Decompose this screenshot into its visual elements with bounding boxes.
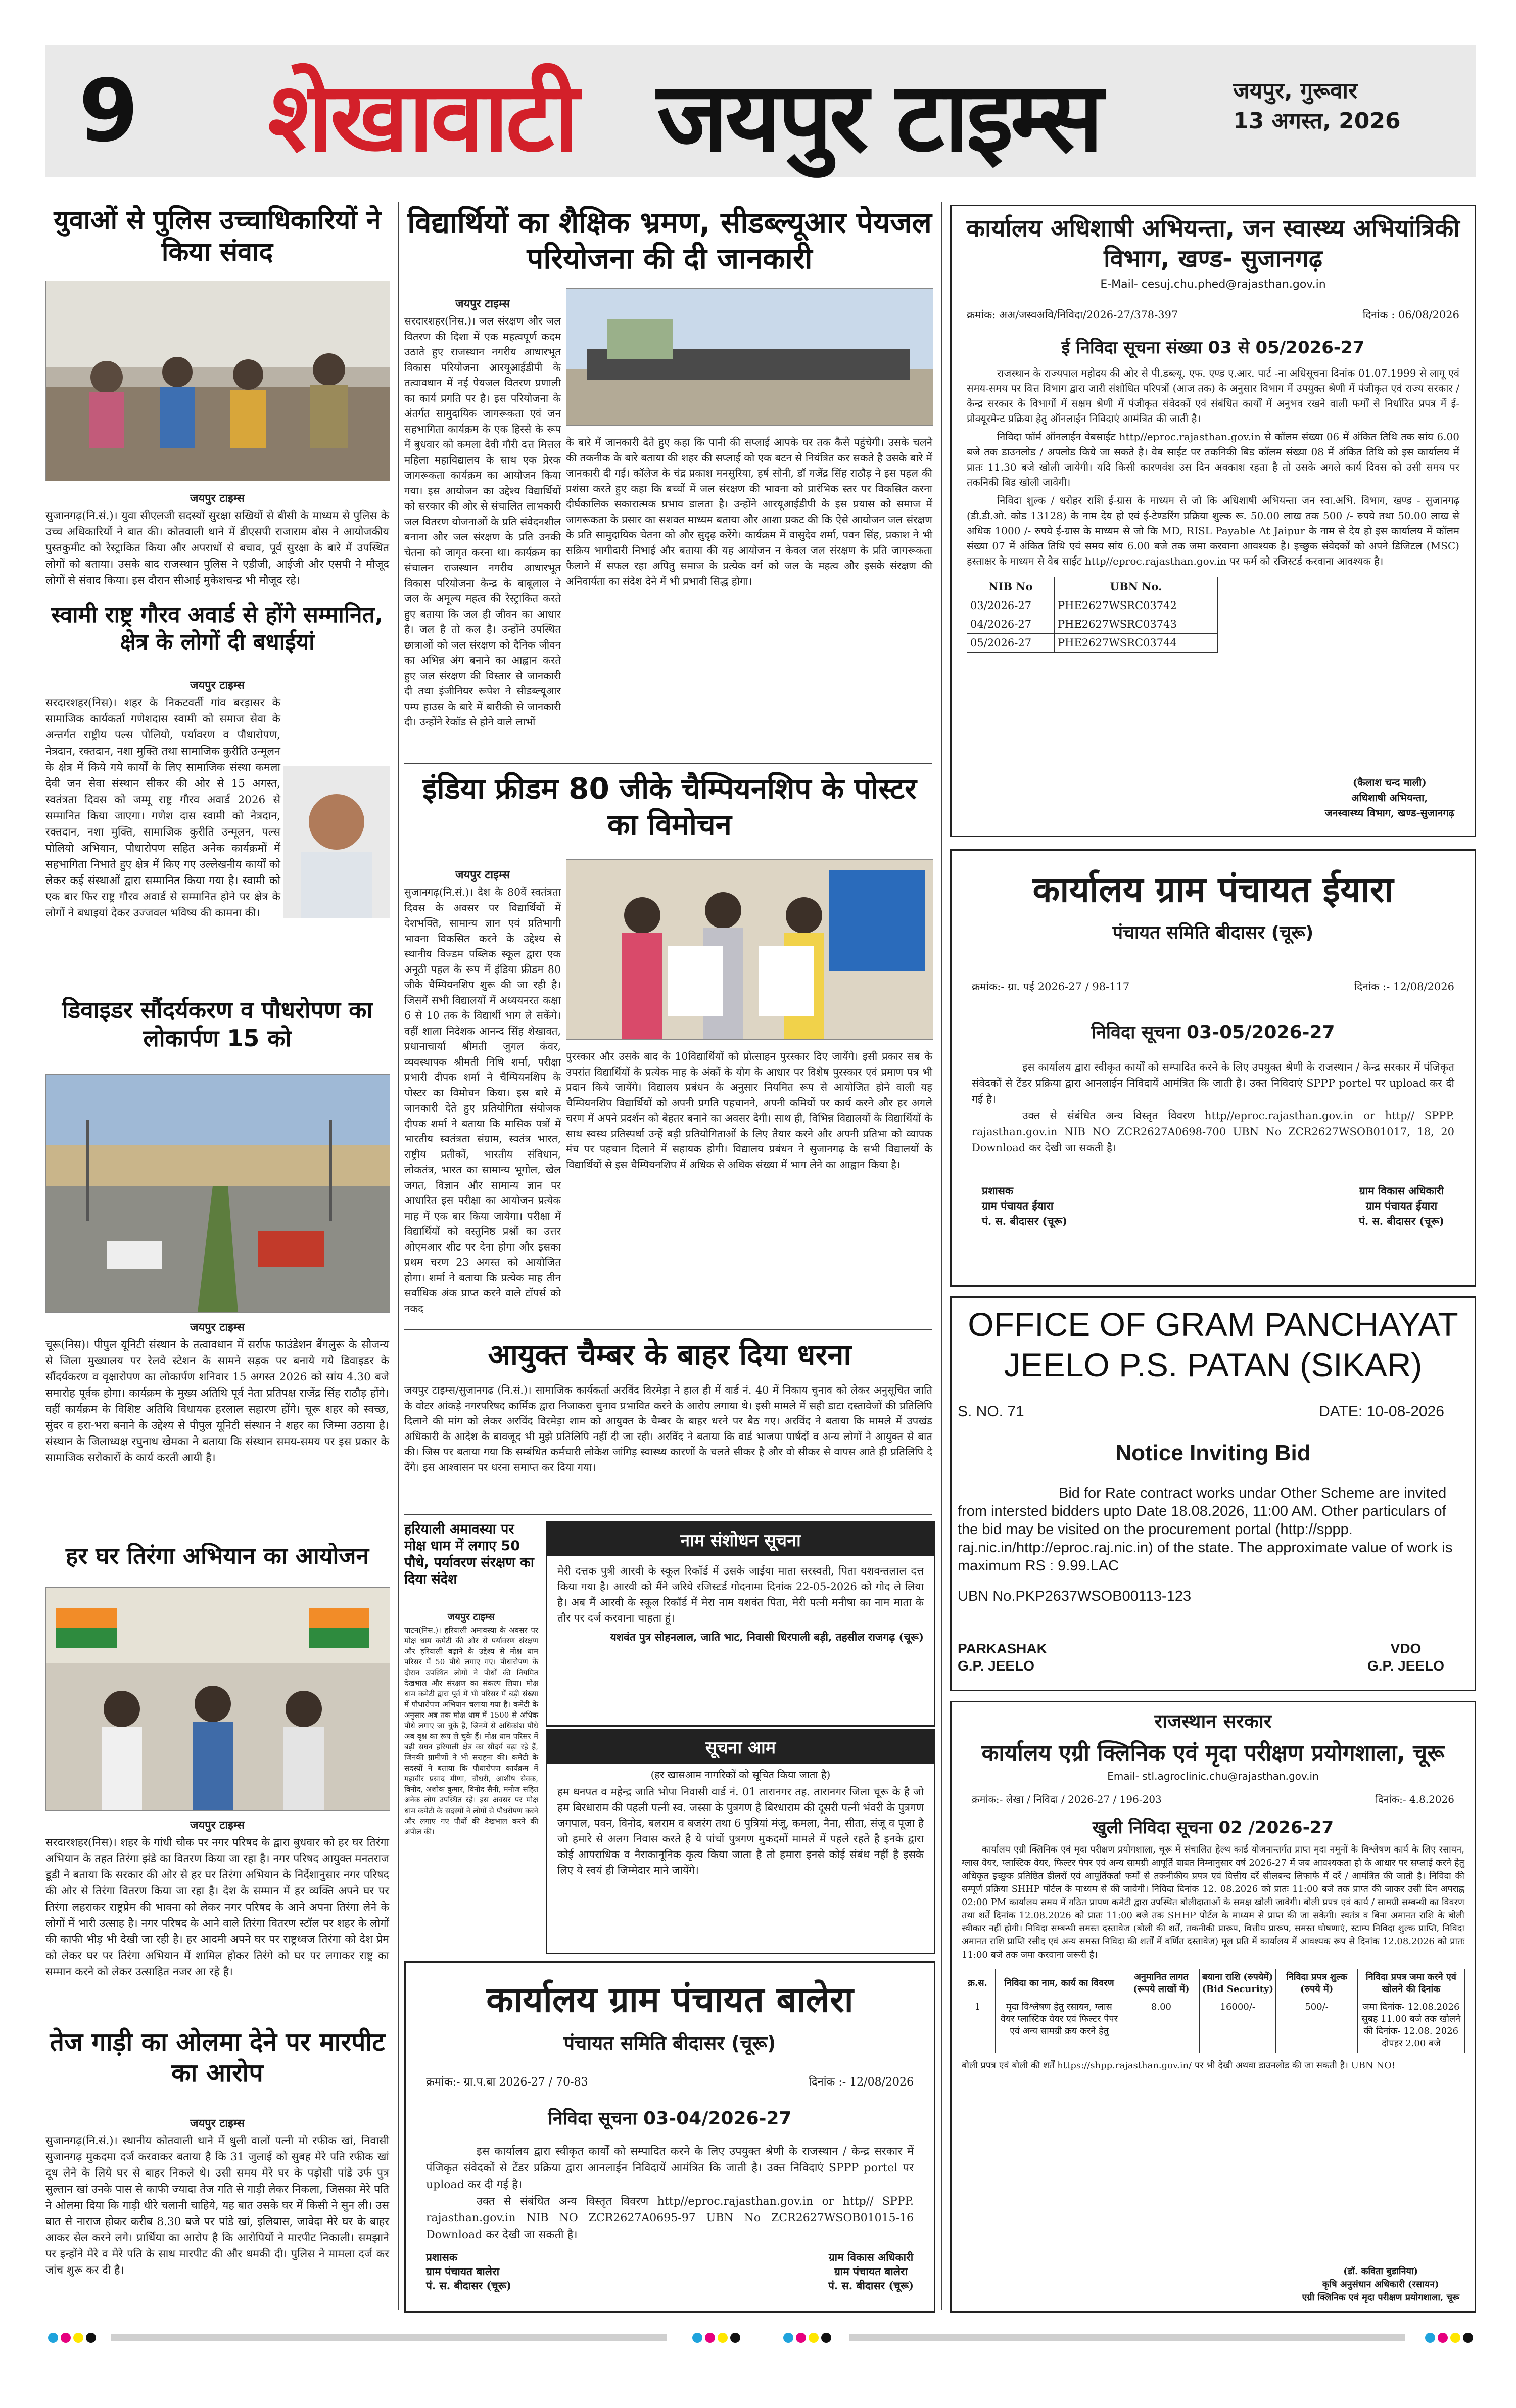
phed-cell: PHE2627WSRC03744 [1055, 634, 1218, 653]
sign-line: PARKASHAK [958, 1641, 1047, 1656]
sign-line: ग्राम पंचायत बालेरा [834, 2265, 908, 2278]
eyara-sign-left [982, 1183, 1067, 1229]
sign-line: पं. स. बीदासर (चूरू) [828, 2279, 914, 2292]
story-freedom80-a [404, 885, 561, 1316]
masthead-date-text: 13 अगस्त, 2026 [1233, 108, 1401, 134]
headline-moksh-dham: हरियाली अमावस्या पर मोक्ष धाम में लगाए 50 पौधे, पर्यावरण संरक्षण का दिया संदेश [404, 1521, 534, 1587]
lab-para: कार्यालय एग्री क्लिनिक एवं मृदा परीक्षण प्रयोगशाला, चूरू में संचालित हेल्थ कार्ड योजनान्तर्गत प्राप्त मृदा नमूनों के विश्लेषण कार्य के लिए रसायन, ग्लास वेयर, प्लास्टिक वेयर, फिल्टर पेपर एवं अन्य सामग्री आपूर्ति बाबत निम्नानुसार वर्ष 2026-27 में जब आवश्यकता हो के आधार पर सप्लाई करने हेतु अधिकृत इच्छुक प्रतिष्ठित डीलरों एवं आपूर्तिकर्ता फर्मों से तकनीकीय प्रपत्र एवं वित्तीय दरें सीलबन्द लिफाफे में दरें / आमंत्रित की जाती है। निविदा की सम्पूर्ण प्रक्रिया SHHP पोर्टल के माध्यम से की जावेगी। निविदा दिनांक 12. 08.2026 को प्रातः 11:00 बजे तक प्राप्त की जाकर उसी दिन अपराह्न 02:00 PM कार्यालय समय में गठित प्रापण कमेटी द्वारा उपस्थित बोलीदाताओं के समक्ष खोली जावेगी। बोली प्रपत्र एवं कार्य / सामग्री सम्बन्धी का विवरण तथा शर्ते दिनांक 12.08.2026 को प्रातः 11:00 बजे तक SHHP पोर्टल के माध्यम से प्राप्त की जा सकेगी। स्वतंत्र व बिना अमानत राशि के बोली स्वीकार नहीं होगी। निविदा सम्बन्धी समस्त दस्तावेज (बोली की शर्तें, तकनीकी प्रारूप, वित्तीय प्रारूप, समस्त घोषणाएं, स्टाम्प निविदा शुल्क प्राप्ति, निविदा अमानत राशि प्राप्ति रसीद एवं अन्य समस्त निविदा की शर्तों में वर्णित दस्तावेज) मूल प्रति में कार्यालय में आवश्यक रूप से दिनांक 12.08.2026 को प्रातः 11:00 बजे तक जमा करवाना जरूरी है। [962, 1844, 1464, 1960]
byline: जयपुर टाइम्स [455, 298, 510, 310]
name-change-title: नाम संशोधन सूचना [547, 1523, 934, 1556]
eyara-sign-right [1359, 1183, 1444, 1229]
name-change-notice [546, 1521, 935, 1727]
story-moksh-dham: पाटन(निस.)। हरियाली अमावस्या के अवसर पर मोक्ष धाम कमेटी की ओर से पर्यावरण संरक्षण और हरियाली बढ़ाने के उद्देश्य से मोक्ष धाम परिसर में 50 पौधे लगाए गए। पौधारोपण के दौरान उपस्थित लोगों ने पौधों की नियमित देखभाल और संरक्षण का संकल्प लिया। मोक्ष धाम कमेटी द्वारा पूर्व में भी परिसर में बड़ी संख्या में पौधारोपण अभियान चलाया गया है। कमेटी के अनुसार अब तक मोक्ष धाम में 1500 से अधिक पौधे लगाए जा चुके हैं, जिनमें से अधिकांश पौधे अब वृक्ष का रूप ले चुके हैं। मोक्ष धाम परिसर में बढ़ी सघन हरियाली क्षेत्र का सौंदर्य बढ़ा रहे हैं, जिनकी ग्रामीणों ने भी सराहना की। कमेटी के सदस्यों ने बताया कि पौधारोपण कार्यक्रम में महावीर प्रसाद मीणा, चौधरी, आशीष सेवक, विनोद, अशोक कुमार, विनोद सैनी, मनोज सहित अनेक लोग उपस्थित रहे। इस अवसर पर मोक्ष धाम कमेटी के सदस्यों ने लोगों से पौधरोपण करने और लगाए गए पौधों की देखभाल करने की अपील की। [404, 1626, 538, 1836]
phed-date: दिनांक : 06/08/2026 [1362, 309, 1459, 321]
story-dharna: जयपुर टाइम्स/सुजानगढ (नि.सं.)। सामाजिक कार्यकर्ता अरविंद विरमेड़ा ने हाल ही में वार्ड नं. 40 में निकाय चुनाव को लेकर अनुसूचित जाति के वोटर आंकड़े नगरपरिषद कार्मिक द्वारा निजाकरा चुनाव प्रभावित करने के आरोप लगाया थे। इसी मामले में सही डाटा दस्तावेजों की प्रतिलिपि दिलाने की मांग को लेकर अरविंद विरमेड़ा शाम को आयुक्त के चैम्बर के बाहर धरने पर बैठ गए। अरविंद ने बताया कि मामले में उपखंड अधिकारी के आदेश के बावजूद भी मुझे प्रतिलिपि नहीं दी जा रही। अरविंद ने बताया कि वार्ड भाजपा पार्षदों व अन्य लोगों ने आयुक्त से बात की। जिस पर बताया गया कि सम्बंधित कर्मचारी लोकेश जांगिड़ स्वास्थ्य कारणों के चलते सीकर है और वो सीकर से वापस आते ही प्रतिलिपि दे देंगे। इस आश्वासन पर धरना समाप्त कर दिया गया। [404, 1384, 932, 1473]
sign-line: कृषि अनुसंधान अधिकारी (रसायन) [1322, 2279, 1439, 2290]
lab-ref: क्रमांक:- लेखा / निविदा / 2026-27 / 196-203 [972, 1793, 1162, 1805]
lab-sign [1302, 2265, 1459, 2304]
balera-body2: उक्त से संबंधित अन्य विस्तृत विवरण http//eproc.rajasthan.gov.in or http// SPPP. rajasthan.gov.in NIB NO ZCR2627A0695-97 UBN No ZCR2627WSOB01015-16 Download कर देखी जा सकती है। [426, 2195, 914, 2241]
lab-cell: मृदा विश्लेषण हेतु रसायन, ग्लास वेयर प्लास्टिक वेयर एवं फिल्टर पेपर एवं अन्य सामग्री क्रय करने हेतु [996, 1998, 1123, 2053]
public-notice-body: हम धनपत व महेन्द्र जाति भोपा निवासी वार्ड नं. 01 तारानगर तह. तारानगर जिला चूरू के है जो हम बिरधाराम की पहली पत्नी स्व. जस्सा के पुत्रगण है बिरधाराम की दूसरी पत्नी भंवरी के पुत्रगण जगपाल, पवन, विनोद, बलराम व बजरंग तथा 6 पुत्रियां मंजू, कमला, नैना, सीता, संजू व पूजा है जो हमारे से अलग निवास करते है ये पांचों पुत्रगण मुकदमों मामले में पहले रहते है इनके द्वारा कोई आपराधिक व नैराकानूनिक कृत्य किया जाता है तो हमारा इनसे कोई संबंध नहीं है इसके लिए ये स्वयं ही जिम्मेदार माने जायेंगे। [557, 1786, 924, 1876]
sign-line: (कैलाश चन्द माली) [1352, 776, 1427, 789]
sign-line: (डॉ. कविता बुडानिया) [1343, 2266, 1418, 2277]
masthead-city-day: जयपुर, गुरूवार [1233, 78, 1358, 104]
headline-swami-award: स्वामी राष्ट्र गौरव अवार्ड से होंगे सम्मानित, क्षेत्र के लोगों दी बधाईयां [51, 602, 384, 655]
phed-cell: PHE2627WSRC03742 [1055, 596, 1218, 615]
name-change-body: मेरी दत्तक पुत्री आरवी के स्कूल रिकॉर्ड में उसके जाईया माता सरस्वती, पिता यशवन्तलाल दत्त किया गया है। आरवी को मैंने जरिये रजिस्टर्ड गोदनामा दिनांक 22-05-2026 को गोद ले लिया है। अब मैं आरवी के स्कूल रिकॉर्ड में मेरा नाम यशवंत पिता, मेरी पत्नी मनीषा का नाम माता के तौर पर दर्ज करवाना चाहता हूं। [557, 1565, 924, 1624]
phed-para1: राजस्थान के राज्यपाल महोदय की ओर से पी.डब्ल्यू. एफ. एण्ड ए.आर. पार्ट -ना अधिसूचना दिनांक 01.07.1999 से लागू एवं समय-समय पर वित्त विभाग द्वारा जारी संशोधित परिपत्रों (आज तक) के अनुसार विभाग में उपयुक्त श्रेणी में पंजीकृत एवं राज्य सरकार / केन्द्र सरकार के विभागों में सक्षम श्रेणी में पंजीकृत संवेदकों एवं संबंधित कार्यों में अनुभव रखने वाली फर्मों से निर्धारित प्रपत्र में ई-प्रोक्यूरमेन्ट प्रक्रिया हेतु ऑनलाईन निविदाएं आमंत्रित की जाती है। [967, 367, 1459, 425]
balera-title: कार्यालय ग्राम पंचायत बालेरा [486, 1979, 854, 2020]
balera-sub: पंचायत समिति बीदासर (चूरू) [563, 2032, 776, 2054]
public-notice-sub: (हर खासआम नागरिकों को सूचित किया जाता है) [650, 1769, 831, 1781]
public-notice [546, 1729, 935, 1954]
sign-line: ग्राम विकास अधिकारी [828, 2251, 914, 2263]
phed-title: कार्यालय अधिशाषी अभियन्ता, जन स्वास्थ्य अभियांत्रिकी विभाग, खण्ड- सुजानगढ़ [966, 214, 1460, 273]
eyara-body: इस कार्यालय द्वारा स्वीकृत कार्यों को सम्पादित करने के लिए उपयुक्त श्रेणी के राजस्थान / केन्द्र सरकार में पंजिकृत संवेदकों से टेंडर प्रक्रिया द्वारा आनलाईन निविदायें आमंत्रित कि जाती है। उक्त निविदाएं SPPP portel पर upload कर दी गई है। [972, 1061, 1454, 1105]
lab-email: Email- stl.agroclinic.chu@rajasthan.gov.in [1107, 1770, 1319, 1782]
jeelo-title-1: OFFICE OF GRAM PANCHAYAT [968, 1306, 1458, 1343]
lab-th: बयाना राशि (रुपयेमें) (Bid Security) [1200, 1969, 1276, 1998]
photo-tiranga-distribution [45, 1587, 390, 1811]
lab-cell: 1 [960, 1998, 996, 2053]
phed-cell: PHE2627WSRC03743 [1055, 615, 1218, 634]
eyara-ref: क्रमांक:- ग्रा. पई 2026-27 / 98-117 [972, 981, 1130, 993]
phed-tender-notice [950, 205, 1476, 837]
lab-tender-notice [950, 1701, 1476, 2313]
eyara-notice-no: निविदा सूचना 03-05/2026-27 [1091, 1022, 1335, 1043]
photo-poster-release [566, 859, 933, 1040]
eyara-date: दिनांक :- 12/08/2026 [1354, 981, 1454, 993]
balera-notice-no: निविदा सूचना 03-04/2026-27 [548, 2108, 792, 2129]
sign-line: प्रशासक [982, 1184, 1013, 1197]
phed-sign [1325, 775, 1454, 820]
headline-divider-beautification: डिवाइडर सौंदर्यकरण व पौधरोपण का लोकार्पण 15 को [62, 996, 373, 1052]
story-freedom80-a-text: सुजानगढ़(नि.सं.)। देश के 80वें स्वतंत्रता दिवस के अवसर पर विद्यार्थियों में देशभक्ति, सामान्य ज्ञान एवं प्रतिभागी भावना विकसित करने के उद्देश्य से स्थानीय विज्डम पब्लिक स्कूल द्वारा एक अनूठी पहल के रूप में इंडिया फ्रीडम 80 जीके चैम्पियनशिप शुरू की जा रही है। जिसमें सभी विद्यालयों में अध्ययनरत कक्षा 6 से 10 तक के विद्यार्थी भाग ले सकेंगे। वहीं शाला निदेशक आनन्द सिंह शेखावत, प्रधानाचार्या श्रीमती जुगल कंवर, व्यवस्थापक श्रीमती निधि शर्मा, परीक्षा प्रभारी दीपक शर्मा ने चैम्पियनशिप के पोस्टर का विमोचन किया। इस बारे में जानकारी देते हुए प्रतियोगिता संयोजक दीपक शर्मा ने बताया कि मासिक पत्रों में भारतीय स्वतंत्रता संग्राम, स्वतंत्र भारत, राष्ट्रीय प्रतीकों, भारतीय संविधान, लोकतंत्र, भारत का सामान्य भूगोल, खेल जगत, विज्ञान और सामान्य ज्ञान पर आधारित इस परीक्षा का आयोजन प्रत्येक माह में एक बार किया जायेगा। परीक्षा में विद्यार्थियों को वस्तुनिष्ठ प्रश्नों का उत्तर ओएमआर शीट पर देना होगा और इसका प्रथम चरण 23 अगस्त को आयोजित होगा। शर्मा ने बताया कि प्रत्येक माह तीन सर्वाधिक अंक प्राप्त करने वाले टॉपर्स को नकद [404, 886, 561, 1315]
sign-line: अधिशाषी अभियन्ता, [1351, 792, 1428, 804]
masthead-date [1233, 76, 1401, 136]
lab-th: निविदा प्रपत्र शुल्क (रुपये में) [1276, 1969, 1357, 1998]
byline: जयपुर टाइम्स [190, 1819, 245, 1832]
lab-th: अनुमानित लागत (रूपये लाखों में) [1123, 1969, 1199, 1998]
headline-students-cwr: विद्यार्थियों का शैक्षिक भ्रमण, सीडब्ल्यूआर पेयजल परियोजना की दी जानकारी [407, 205, 932, 275]
eyara-body2: उक्त से संबंधित अन्य विस्तृत विवरण http//eproc.rajasthan.gov.in or http// SPPP. rajasthan.gov.in NIB NO ZCR2627A0698-700 UBN No ZCR2627WSOB01017, 18, 20 Download कर देखी जा सकती है। [972, 1109, 1454, 1154]
headline-police-dialog: युवाओं से पुलिस उच्चाधिकारियों ने किया संवाद [54, 205, 381, 268]
lab-cell: 16000/- [1200, 1998, 1276, 2053]
story-swami-award [45, 695, 389, 993]
lab-govt: राजस्थान सरकार [1154, 1710, 1272, 1732]
phed-para3: निविदा शुल्क / धरोहर राशि ई-ग्रास के माध्यम से जो कि अधिशाषी अभियन्ता जन स्वा.अभि. विभाग, खण्ड - सुजानगढ़ (डी.डी.ओ. कोड 13128) के नाम देय हो एवं ई-टेण्डरिंग प्रक्रिया शुल्क रू. 50.00 लाख तक 500 /- रुपये तथा 50.00 लाख से अधिक 1000 /- रुपये ई-ग्रास के माध्यम से जो कि MD, RISL Payable At Jaipur के नाम से देय हो इस कार्यालय में कॉलम संख्या 07 में अंकित तिथि एवं समय सांय 6.00 बजे तक जमा करवाना आवश्यक है। इच्छुक संवेदकों को अपने डिजिटल (MSC) हस्ताक्षर के माध्यम से वेब साईट http//eproc.rajasthan.gov.in पर फर्म को रजिस्टर्ड करवाना आवश्यक है। [967, 494, 1459, 567]
headline-tiranga-campaign: हर घर तिरंगा अभियान का आयोजन [65, 1542, 369, 1569]
balera-sign-left [426, 2250, 511, 2293]
story-swami-award-text: सरदारशहर(निस)। शहर के निकटवर्ती गांव बरड़ासर के सामाजिक कार्यकर्ता गणेशदास स्वामी को समाज सेवा के अन्तर्गत राष्ट्रीय पल्स पोलियो, पर्यावरण व पौधारोपण, नेत्रदान, रक्तदान, नशा मुक्ति तथा सामाजिक कुरीति उन्मूलन के क्षेत्र में किये गये कार्यों के लिए सामाजिक संस्था कमला देवी जन सेवा संस्थान सीकर की ओर से 15 अगस्त, स्वतंत्रता दिवस को जम्मू राष्ट्र गौरव अवार्ड 2026 से सम्मानित किया जाएगा। गणेश दास स्वामी को नेत्रदान, रक्तदान, नशा मुक्ति, सामाजिक कुरीति उन्मूलन, पल्स पोलियो अभियान, पौधारोपण सहित अनेक कार्यक्रमों में सहभागिता निभाते हुए क्षेत्र में किए गए उल्लेखनीय कार्यों को लेकर कई संस्थाओं द्वारा सम्मानित किया गया है। स्वामी को एक बार फिर राष्ट्र गौरव अवार्ड से सम्मानित होने पर क्षेत्र के लोगों ने बधाइयां देकर उज्जवल भविष्य की कामना की। [45, 697, 280, 919]
headline-dharna: आयुक्त चैम्बर के बाहर दिया धरना [488, 1337, 851, 1372]
phed-notice-no: ई निविदा सूचना संख्या 03 से 05/2026-27 [1061, 338, 1365, 358]
jeelo-sign-left [958, 1640, 1047, 1675]
lab-cell: जमा दिनांक- 12.08.2026 सुबह 11.00 बजे तक खोलने की दिनांक- 12.08. 2026 दोपहर 2.00 बजे [1357, 1998, 1464, 2053]
story-rule [404, 1329, 932, 1330]
sign-line: ग्राम पंचायत बालेरा [426, 2265, 500, 2278]
sign-line: ग्राम पंचायत ईयारा [1365, 1199, 1438, 1212]
balera-ref: क्रमांक:- ग्रा.प.बा 2026-27 / 70-83 [426, 2076, 588, 2089]
phed-nib-table [967, 577, 1218, 653]
story-students-cwr-a-text: सरदारशहर(निस.)। जल संरक्षण और जल वितरण की दिशा में एक महत्वपूर्ण कदम उठाते हुए राजस्थान नगरीय आधारभूत विकास परियोजना आरयूआईडीपी के तत्वावधान में नई पेयजल वितरण प्रणाली का कार्य प्रगति पर है। इस परियोजना के अंतर्गत सामुदायिक जागरूकता एवं जन सहभागिता कार्यक्रम के एक हिस्से के रूप में बुधवार को कमला देवी गौरी दत्त मित्तल महिला महाविद्यालय के साथ एक प्रेरक जागरूकता कार्यक्रम का आयोजन किया गया। इस आयोजन का उद्देश्य विद्यार्थियों को सरकार की ओर से संचालित लाभकारी जल वितरण योजनाओं के प्रति संवेदनशील बनाना और जल संरक्षण के प्रति उनकी चेतना को जागृत करना था। कार्यक्रम का संचालन राजस्थान नगरीय आधारभूत विकास परियोजना केन्द्र के बाबूलाल ने जल के अमूल्य महत्व की रेस्ट्राकित करते हुए बताया कि जल ही जीवन का आधार है। जल है तो कल है। उन्होंने उपस्थित छात्राओं को जल संरक्षण को दैनिक जीवन का अभिन्न अंग बनाने का आह्वान करते हुए जल संरक्षण की विस्तार से जानकारी दी तथा इंजीनियर रूपेश ने सीडब्ल्यूआर पम्प हाउस के बारे में बारीकी से जानकारी दी। उन्होंने रेकॉड से होने वाले लाभों [404, 315, 561, 728]
lab-title: कार्यालय एग्री क्लिनिक एवं मृदा परीक्षण प्रयोगशाला, चूरू [981, 1740, 1445, 1766]
headline-freedom80: इंडिया फ्रीडम 80 जीके चैम्पियनशिप के पोस्टर का विमोचन [422, 771, 917, 842]
story-rule [404, 763, 932, 764]
phed-ref: क्रमांक: अअ/जस्वअवि/निविदा/2026-27/378-397 [967, 309, 1178, 321]
balera-tender-notice [404, 1961, 935, 2313]
phed-para2: निविदा फॉर्म ऑनलाईन वेबसाईट http//eproc.rajasthan.gov.in से कॉलम संख्या 06 में अंकित तिथि तक सांय 6.00 बजे तक डाउनलोड / अपलोड किये जा सकते है। वेब साईट पर तकनिकी बिड कॉलम संख्या 08 में अंकित तिथि को इस कार्यालय में प्रातः 11.30 बजे खोली जायेगी। यदि किसी कारणवंश उस दिन अवकाश रहता है तो उसके अगले कार्य दिवस को उसी समय पर तकनिकी बिड खोली जावेगी। [967, 431, 1459, 488]
phed-email: E-Mail- cesuj.chu.phed@rajasthan.gov.in [1100, 278, 1326, 291]
sign-line: पं. स. बीदासर (चूरू) [982, 1215, 1068, 1227]
phed-cell: 05/2026-27 [967, 634, 1055, 653]
story-rule [404, 1514, 932, 1515]
eyara-tender-notice [950, 849, 1476, 1287]
lab-notice-no: खुली निविदा सूचना 02 /2026-27 [1092, 1818, 1334, 1838]
sign-line: ग्राम विकास अधिकारी [1359, 1184, 1444, 1197]
lab-date: दिनांक:- 4.8.2026 [1375, 1793, 1454, 1805]
jeelo-sno: S. NO. 71 [958, 1403, 1024, 1420]
jeelo-bid-notice [950, 1296, 1476, 1691]
jeelo-body: Bid for Rate contract works undar Other Scheme are invited from intersted bidders upto Date 18.08.2026, 11:00 AM. Other particulars of the bid may be visited on the procurement portal (http://sppp. raj.nic.in/http://eproc.raj.nic.in) of the state. The approximate value of work is maximum RS : 9.99.LAC [958, 1485, 1453, 1574]
eyara-sub: पंचायत समिति बीदासर (चूरू) [1112, 922, 1314, 943]
byline: जयपुर टाइम्स [190, 2117, 245, 2130]
lab-cell: 500/- [1276, 1998, 1357, 2053]
lab-table [960, 1969, 1465, 2053]
sign-line: VDO [1390, 1641, 1422, 1656]
balera-body: इस कार्यालय द्वारा स्वीकृत कार्यों को सम्पादित करने के लिए उपयुक्त श्रेणी के राजस्थान / केन्द्र सरकार में पंजिकृत संवेदकों से टेंडर प्रक्रिया द्वारा आनलाईन निविदायें आमंत्रित कि जाती है। उक्त निविदाएं SPPP portel पर upload कर दी गई है। [426, 2145, 914, 2191]
phed-cell: 03/2026-27 [967, 596, 1055, 615]
sign-line: पं. स. बीदासर (चूरू) [1358, 1215, 1444, 1227]
story-students-cwr-b: के बारे में जानकारी देते हुए कहा कि पानी की सप्लाई आपके घर तक कैसे पहुंचेगी। उसके चलने की तकनीक के बारे बताया की शहर की सप्लाई को एक बटन से नियंत्रित कर सकते है उसके बारे में जानकारी दी गई। कॉलेज के चंद्र प्रकाश मनसुरिया, हर्ष सोनी, डॉ गजेंद्र सिंह राठौड़ ने इस पहल की प्रशंसा करते हुए कहा कि बच्चों में जल संरक्षण की भावना को प्रारंभिक स्तर पर विकसित करना दीर्घकालिक सकारात्मक प्रभाव डालता है। उन्होंने आरयूआईडीपी के इस प्रयास को समाज में जागरूकता के प्रसार का सशक्त माध्यम बताया और आशा प्रकट की कि ऐसे आयोजन जल संरक्षण के प्रति सामुदायिक चेतना को और सुदृढ़ करेंगे। कार्यक्रम में वासुदेव शर्मा, पवन सिंह, प्रकाश ने भी सक्रिय भागीदारी निभाई और बताया की यह आयोजन न केवल जल संरक्षण के प्रति जागरूकता फैलाने में सफल रहा अपितु समाज के प्रत्येक वर्ग को जल के महत्व और इसके संरक्षण की अनिवार्यता का संदेश देने में भी प्रभावी सिद्ध होगा। [566, 436, 932, 587]
masthead-title-b: जयपुर टाइम्स [657, 62, 1101, 173]
story-divider-beautification: चूरू(निस)। पीपुल यूनिटी संस्थान के तत्वावधान में सर्राफ फाउंडेशन बैंगलुरू के सौजन्य से जिला मुख्यालय पर रेलवे स्टेशन के सामने सड़क पर बनाये गये डिवाइडर के सौंदर्यकरण व वृक्षारोपण का लोकार्पण शनिवार 15 अगस्त 2026 को सांय 4.30 बजे समारोह पूर्वक होगा। कार्यक्रम के मुख्य अतिथि पूर्व नेता प्रतिपक्ष राजेंद्र सिंह राठौड़ होंगे। वहीं कार्यक्रम के विशिष्ट अतिथि विधायक हरलाल सहारण होंगे। चूरू शहर को स्वच्छ, सुंदर व हरा-भरा बनाने के उद्देश्य से पीपुल यूनिटी संस्थान ने शहर का जिम्मा उठाया है। संस्थान के जिलाध्यक्ष रघुनाथ खेमका ने बताया कि संस्थान समय-समय पर इस प्रकार के सामाजिक सरोकारों के कार्य करती आयी है। [45, 1338, 389, 1464]
headline-speeding-assault: तेज गाड़ी का ओलमा देने पर मारपीट का आरोप [50, 2027, 385, 2088]
jeelo-notice-title: Notice Inviting Bid [1115, 1441, 1311, 1465]
balera-sign-right [828, 2250, 914, 2293]
byline: जयपुर टाइम्स [447, 1611, 495, 1623]
sign-line: पं. स. बीदासर (चूरू) [426, 2279, 512, 2292]
masthead-title-a: शेखावाटी [268, 62, 576, 173]
phed-th-ubn: UBN No. [1055, 577, 1218, 596]
phed-th-nib: NIB No [967, 577, 1055, 596]
eyara-title: कार्यालय ग्राम पंचायत ईयारा [1032, 869, 1394, 910]
jeelo-title-2: JEELO P.S. PATAN (SIKAR) [1004, 1346, 1423, 1383]
jeelo-ubn: UBN No.PKP2637WSOB00113-123 [958, 1588, 1192, 1604]
phed-cell: 04/2026-27 [967, 615, 1055, 634]
column-rule [941, 202, 942, 2310]
lab-th: क्र.स. [960, 1969, 996, 1998]
sign-line: जनस्वास्थ्य विभाग, खण्ड-सुजानगढ़ [1324, 807, 1454, 819]
lab-th: निविदा का नाम, कार्य का विवरण [996, 1969, 1123, 1998]
sign-line: G.P. JEELO [958, 1658, 1034, 1674]
byline: जयपुर टाइम्स [190, 1321, 245, 1334]
story-police-dialog: सुजानगढ़(नि.सं.)। युवा सीएलजी सदस्यों सुरक्षा सखियों से बीसी के माध्यम से पुलिस के उच्च अधिकारियों ने बात की। कोतवाली थाने में डीएसपी राजाराम बोस ने आयोजकीय पुस्तकुमीट को रेस्ट्राकित किया और अपराधों से बचाव, पूर्व सुरक्षा के बारे में उपस्थित लोगों को बताया। उसके बाद राजस्थान पुलिस ने एडीजी, आईजी और एसपी ने मौजूद लोगों से संवाद किया। इस दौरान सीआई मुकेशचन्द्र भी मौजूद रहे। [45, 510, 389, 587]
byline: जयपुर टाइम्स [190, 492, 245, 505]
lab-th: निविदा प्रपत्र जमा करने एवं खोलने की दिनांक [1357, 1969, 1464, 1998]
sign-line: ग्राम पंचायत ईयारा [982, 1199, 1054, 1212]
registration-strip [45, 2325, 1476, 2350]
jeelo-sign-right [1367, 1640, 1444, 1675]
story-freedom80-b: पुरस्कार और उसके बाद के 10विद्यार्थियों को प्रोत्साहन पुरस्कार दिए जायेंगे। इसी प्रकार सब के उपरांत विद्यार्थियों के प्रत्येक माह के अंकों के योग के आधार पर विशेष पुरस्कार एवं प्रमाण पत्र भी प्रदान किये जायेंगे। विद्यालय प्रबंधन के अनुसार नियमित रूप से आयोजित होने वाली यह चैम्पियनशिप विद्यार्थियों को अपनी प्रगति पहचानने, अपनी कमियों पर कार्य करने और हर अगले चरण में अपने प्रदर्शन को बेहतर बनाने का अवसर देगी। साथ ही, विभिन्न विद्यालयों के विद्यार्थियों के साथ स्वस्थ प्रतिस्पर्धा उन्हें बड़ी प्रतियोगिताओं के लिए तैयार करने और अपनी प्रतिभा को व्यापक मंच पर पहचान दिलाने में सहायक होगी। विद्यालय प्रबंधन ने सुजानगढ़ के सभी विद्यालयों के विद्यार्थियों से इस चैम्पियनशिप में अधिक से अधिक संख्या में भाग लेने का आह्वान किया है। [566, 1050, 932, 1171]
name-change-signature: यशवंत पुत्र सोहनलाल, जाति भाट, निवासी धिरपाली बड़ी, तहसील राजगढ़ (चूरू) [610, 1631, 924, 1643]
story-speeding-assault: सुजानगढ़(नि.सं.)। स्थानीय कोतवाली थाने में धुली वालों पत्नी मो रफीक खां, निवासी सुजानगढ़ मुकदमा दर्ज करवाकर बताया है कि 31 जुलाई को सुबह मेरे पति रफीक खां दूध लेने के लिये घर से बाहर निकले थे। उसी समय मेरे घर के पड़ोसी पांडे उर्फ पुत्र सुल्तान खां उनके पास से काफी ज्यादा तेज गति से गाड़ी लेकर निकला, जिसका मेरे पति ने ओलमा दिया कि गाड़ी धीरे चलानी चाहिये, यह बात उसके घर में किसी ने सुन ली। उस बात से नाराज होकर करीब 8.30 बजे पर पांडे खां, इलियास, जावेदा मेरे घर के बाहर आकर सेल करने लगे। प्रार्थिया का आरोप है कि आरोपियों ने मारपीट निकाली। समझाने पर इन्होंने मेरे व मेरे पति के साथ मारपीट की और धमकी दी। पुलिस ने मामला दर्ज कर जांच शुरू कर दी है। [45, 2135, 389, 2277]
photo-road-divider [45, 1074, 390, 1313]
balera-date: दिनांक :- 12/08/2026 [809, 2076, 914, 2089]
sign-line: एग्री क्लिनिक एवं मृदा परीक्षण प्रयोगशाला, चूरू [1302, 2292, 1459, 2303]
page-number: 9 [78, 61, 139, 161]
photo-cwr-visit [566, 288, 933, 426]
story-students-cwr-a [404, 313, 561, 730]
lab-foot: बोली प्रपत्र एवं बोली की शर्तें https://shpp.rajasthan.gov.in/ पर भी देखी अथवा डाउनलोड की जा सकती है। UBN NO! [962, 2060, 1396, 2071]
story-tiranga-campaign: सरदारशहर(निस)। शहर के गांधी चौक पर नगर परिषद के द्वारा बुधवार को हर घर तिरंगा अभियान के तहत तिरंगा झंडे का वितरण किया जा रहा है। नगर परिषद आयुक्त मनतराज डूडी ने बताया कि सरकार की ओर से हर घर तिरंगा अभियान के निर्देशानुसार नगर परिषद की ओर से तिरंगा वितरण किया जा रहा है। देश के सम्मान में हर व्यक्ति अपने घर पर तिरंगा लहराकर राष्ट्रप्रेम की भावना को लेकर नगर परिषद के आने अपना तिरंगा लेने के लोगों में भारी उत्साह है। नगर परिषद के आने वाले तिरंगा वितरण स्टॉल पर शहर के लोगों की काफी भीड़ भी देखी जा रही है। हर आदमी अपने घर पर राष्ट्रध्वज तिरंगा को देश प्रेम को लेकर घर पर तिरंगा अभियान में शामिल होकर तिरंगे को घर पर लगाकर राष्ट्र का सम्मान करने को लेकर उत्साहित नजर आ रहे है। [45, 1836, 389, 1978]
lab-cell: 8.00 [1123, 1998, 1199, 2053]
byline: जयपुर टाइम्स [455, 869, 510, 882]
photo-police-meeting [45, 281, 390, 481]
public-notice-title: सूचना आम [547, 1730, 934, 1764]
column-rule [398, 202, 399, 2310]
sign-line: G.P. JEELO [1367, 1658, 1444, 1674]
jeelo-date: DATE: 10-08-2026 [1319, 1403, 1444, 1420]
sign-line: प्रशासक [426, 2251, 457, 2263]
byline: जयपुर टाइम्स [190, 679, 245, 692]
